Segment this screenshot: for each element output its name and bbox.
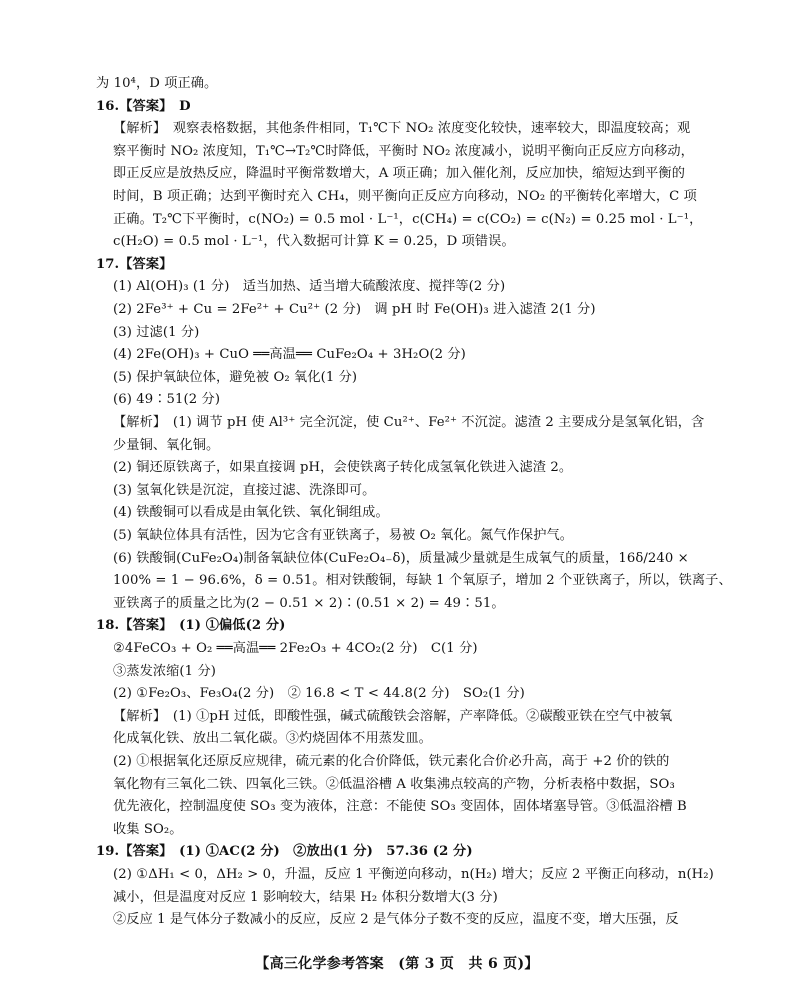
text-line: 18.【答案】 (1) ①偏低(2 分) [96, 618, 286, 634]
text-line: 19.【答案】 (1) ①AC(2 分) ②放出(1 分) 57.36 (2 分) [96, 844, 473, 860]
text-line: ②反应 1 是气体分子数减小的反应，反应 2 是气体分子数不变的反应，温度不变，增大压强，反 [113, 912, 679, 928]
text-line: 100% = 1 − 96.6%，δ = 0.51。相对铁酸铜，每缺 1 个氧原子，增加 2 个亚铁离子，所以，铁离子、 [113, 573, 732, 589]
text-line: (5) 氧缺位体具有活性，因为它含有亚铁离子，易被 O₂ 氧化。氮气作保护气。 [113, 528, 574, 543]
text-line: (1) Al(OH)₃ (1 分) 适当加热、适当增大硫酸浓度、搅拌等(2 分) [113, 279, 506, 295]
text-line: (2) ①ΔH₁ < 0，ΔH₂ > 0，升温，反应 1 平衡逆向移动，n(H₂) 增大；反应 2 平衡正向移动，n(H₂) [113, 867, 714, 882]
text-line: (2) 2Fe³⁺ + Cu = 2Fe²⁺ + Cu²⁺ (2 分) 调 pH 时 Fe(OH)₃ 进入滤渣 2(1 分) [113, 302, 596, 317]
text-line: 减小，但是温度对反应 1 影响较大，结果 H₂ 体积分数增大(3 分) [113, 889, 498, 905]
text-line: 【解析】 (1) ①pH 过低，即酸性强，碱式硫酸铁会溶解，产率降低。②碳酸亚铁在空气中被氧 [113, 708, 673, 724]
text-line: (2) ①根据氧化还原反应规律，硫元素的化合价降低，铁元素化合价必升高，高于 +2 价的铁的 [113, 754, 670, 769]
text-line: 亚铁离子的质量之比为(2 − 0.51 × 2)∶(0.51 × 2) = 49∶51。 [113, 595, 505, 611]
text-line: 17.【答案】 [96, 256, 173, 272]
text-line: 收集 SO₂。 [113, 821, 183, 837]
text-line: (3) 氢氧化铁是沉淀，直接过滤、洗涤即可。 [113, 482, 376, 498]
text-line: 氧化物有三氧化二铁、四氧化三铁。②低温浴槽 A 收集沸点较高的产物，分析表格中数据，SO₃ [113, 776, 675, 792]
text-line: 16.【答案】 D [96, 98, 191, 114]
text-line: 【解析】 观察表格数据，其他条件相同，T₁℃下 NO₂ 浓度变化较快，速率较大，即温度较高；观 [113, 121, 691, 137]
text-line: 时间，B 项正确；达到平衡时充入 CH₄，则平衡向正反应方向移动，NO₂ 的平衡转化率增大，C 项 [113, 189, 697, 204]
text-line: (6) 铁酸铜(CuFe₂O₄)制备氧缺位体(CuFe₂O₄₋δ)，质量减少量就是生成氧气的质量，16δ/240 × [113, 550, 689, 566]
text-line: 即正反应是放热反应，降温时平衡常数增大，A 项正确；加入催化剂，反应加快，缩短达到平衡的 [113, 166, 685, 182]
text-line: 少量铜、氧化铜。 [113, 437, 220, 453]
text-line: (2) 铜还原铁离子，如果直接调 pH，会使铁离子转化成氢氧化铁进入滤渣 2。 [113, 460, 573, 476]
page-footer: 【高三化学参考答案 (第 3 页 共 6 页)】 [255, 956, 539, 972]
text-line: ②4FeCO₃ + O₂ ══高温══ 2Fe₂O₃ + 4CO₂(2 分) C(1 分) [113, 641, 478, 656]
text-line: 优先液化，控制温度使 SO₃ 变为液体，注意：不能使 SO₃ 变固体，固体堵塞导管。③低温浴槽 B [113, 799, 687, 815]
text-line: (4) 2Fe(OH)₃ + CuO ══高温══ CuFe₂O₄ + 3H₂O(2 分) [113, 347, 466, 363]
text-line: (5) 保护氧缺位体，避免被 O₂ 氧化(1 分) [113, 369, 358, 385]
text-line: 【解析】 (1) 调节 pH 使 Al³⁺ 完全沉淀，使 Cu²⁺、Fe²⁺ 不沉淀。滤渣 2 主要成分是氢氧化铝，含 [113, 415, 705, 430]
text-line: 正确。T₂℃下平衡时，c(NO₂) = 0.5 mol · L⁻¹，c(CH₄) = c(CO₂) = c(N₂) = 0.25 mol · L⁻¹， [113, 211, 703, 227]
text-line: 察平衡时 NO₂ 浓度知，T₁℃→T₂℃时降低，平衡时 NO₂ 浓度减小，说明平衡向正反应方向移动， [113, 143, 694, 159]
text-line: (4) 铁酸铜可以看成是由氧化铁、氧化铜组成。 [113, 505, 389, 521]
text-line: (3) 过滤(1 分) [113, 324, 200, 340]
text-line: 化成氧化铁、放出二氧化碳。③灼烧固体不用蒸发皿。 [113, 731, 432, 747]
text-line: ③蒸发浓缩(1 分) [113, 663, 216, 679]
text-line: (2) ①Fe₂O₃、Fe₃O₄(2 分) ② 16.8 < T < 44.8(2 分) SO₂(1 分) [113, 686, 525, 702]
text-line: 为 10⁴，D 项正确。 [96, 76, 218, 91]
text-line: (6) 49∶51(2 分) [113, 392, 221, 408]
text-line: c(H₂O) = 0.5 mol · L⁻¹，代入数据可计算 K = 0.25，D 项错误。 [113, 234, 515, 250]
